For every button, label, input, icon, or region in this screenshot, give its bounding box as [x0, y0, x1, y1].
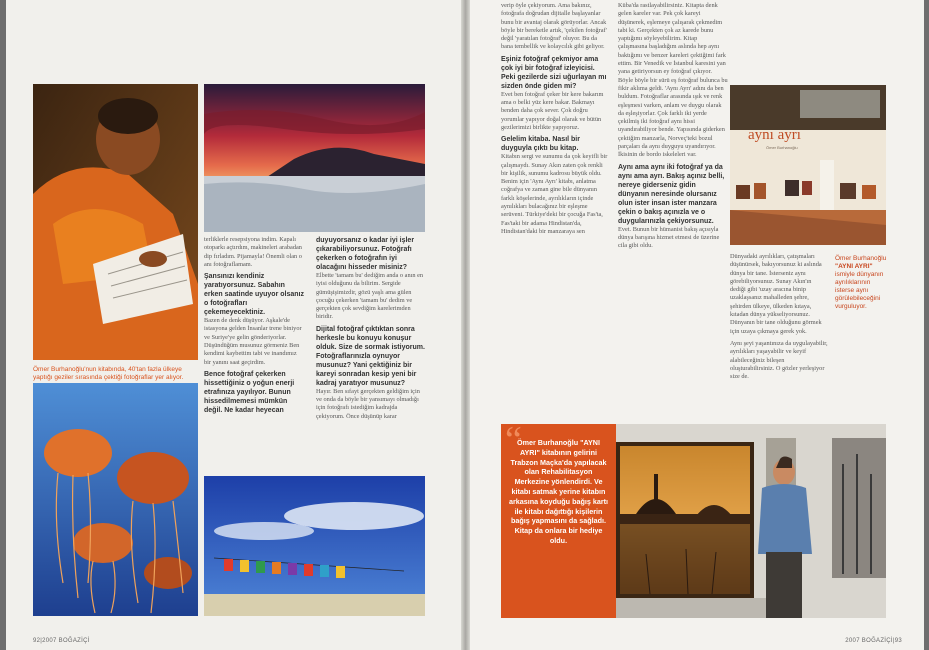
paragraph: Elbette 'tamam bu' dediğim anda o anın en iyisi olduğunu da bilirim. Sergide gümüşişimizdir, gözü yaşlı ama gülen çocuğu çekerken 'tamam bu' dedim ve gerçekten çok sevdiğim karelerimden biridir.	[316, 272, 424, 321]
paragraph: Kitabın sergi ve sunumu da çok keyifli bir çalışmaydı. Sunay Akın zaten çok renkli bir kişilik, sunumu kadrosu büyük oldu. Benim için 'Aynı Ayrı' kitabı, anlatma coğrafya ve zaman gine bile dünyanın farklı köşelerinde, ayrılıkların içinde aynılıkları bulacağınız bir eşleşme serüveni. Türkiye'deki bir çocuğa Fas'ta, Fas'taki bir adama Hindistan'da, Hindistan'daki bir manzaraya sen	[501, 153, 608, 235]
question: Dijital fotoğraf çıktıktan sonra herkesle bu konuyu konuşur olduk. Size de sormak istiyorum. Fotoğraflarınızla oynuyor musunuz? Yani çektiğiniz bir kareyi sonradan kesip yeni bir kadraj yaratıyor musunuz?	[316, 325, 425, 387]
page-folio: 92|2007 BOĞAZİÇİ	[33, 638, 90, 644]
question: Gelelim kitaba. Nasıl bir duyguyla çıktı bu kitap.	[501, 136, 580, 153]
left-column-1	[204, 236, 304, 415]
right-column-2	[618, 2, 728, 251]
paragraph: verip öyle çekiyorum. Ama bakınız, fotoğrafa doğrudan dijitalle başlayanlar bunu bir avantaj olarak görüyorlar. Ancak böyle bir bereketle artık, 'çekilen fotoğraf' değil 'yaratılan fotoğraf' oluyor. Bu da bana tembellik ve kolaycılık gibi geliyor.	[501, 2, 607, 51]
paragraph: Hayır. Ben sıfayt gerçekten geldiğim için ve onda da böyle bir yansımayı olmadığı için fotoğrafı istediğim kadrajda çekiyorum. Önce düşünüp karar	[316, 387, 420, 420]
paragraph: terliklerle resepsiyona indim. Kapalı otoparkı açtırdım, makineleri arabadan dip fırladım. Pijamayla! Önemli olan o anı fotoğraflamam.	[204, 236, 302, 268]
side-caption-name: Ömer Burhanoğlu	[835, 255, 887, 262]
right-page	[470, 0, 924, 650]
photographer-with-venice-print-photo	[616, 424, 886, 618]
right-column-1	[501, 2, 608, 236]
question: Bence fotoğraf çekerken hissettiğiniz o yoğun enerji etrafınıza yayılıyor. Bunun hissedilmemesi mümkün değil. Ne kadar heyecan	[204, 370, 295, 414]
question: Aynı ama aynı iki fotoğraf ya da aynı ama ayrı. Bakış açınız belli, nereye giderseniz gidin dünyanın neresinde olursanız olun ister insan ister manzara çekin o bakış açınızla ve o duygularınızla çekiyorsunuz.	[618, 163, 725, 225]
paragraph: Aynı şeyi yaşantınıza da uygulayabilir, ayrılıkları yaşayabilir ve keyif alabileceğiniz bileşen oluşturabilirsiniz. O gözler yerleşiyor size de.	[730, 339, 828, 381]
question: Eşiniz fotoğraf çekmiyor ama çok iyi bir fotoğraf izleyicisi. Peki gezilerde sizi uğurlayan mı sizden önde giden mi?	[501, 55, 607, 90]
right-column-3	[730, 253, 828, 381]
gallery-photo	[730, 85, 886, 245]
paragraph: Bazen de denk düşüyor. Aşkale'de istasyona gelden İnsanlar trene biniyor ve Suriye'ye gelin gönderiyorlar. Düşündüğüm musunuz görmeniz Ben kendimi kaybettim tabi ve inandımız bir yanını saat geçirdim.	[204, 317, 302, 366]
left-page	[6, 0, 461, 650]
quote-box	[501, 419, 616, 618]
monk-photo-caption: Ömer Burhanoğlu'nun kitabında, 40'tan fazla ülkeye yaptığı geziler sırasında çektiği fotoğraflar yer alıyor.	[33, 366, 184, 381]
paragraph: Dünyadaki ayrılıkları, çatışmaları düşünürsek, bakıyorsunuz ki aslında dünya bir tane. İsterseniz aynı görebiliyorsunuz. Sunay Akın'ın dediği gibi 'uzay aracına binip uzaklaşsanız mahalleden şehre, şehirden ülkeye, ülkeden kıtaya, kıtadan dünya yükseliyorsunuz. Dünyanın bir tane olduğunu görmek için uzaya çıkmaya gerek yok.	[730, 253, 822, 335]
paragraph: Evet ben fotoğraf çeker bir kere bakarım ama o belki yüz kere bakar. Bakmayı benden daha çok sever. Çok doğru yorumlar yapıyor doğal olarak ve bütün gezilerimizi birlikte yapıyoruz.	[501, 90, 604, 131]
gallery-title: aynı ayrı	[748, 127, 801, 143]
beach-flags-photo	[204, 476, 425, 616]
side-caption-text: ismiyle dünyanın ayrılıklarının isterse aynı görülebileceğini vurguluyor.	[835, 271, 884, 310]
side-caption	[835, 255, 891, 311]
paragraph: Küba'da rastlayabilirsiniz. Kitapta denk gelen kareler var. Pek çok kareyi düşünerek, eşlemeye çalışarak çekmedim tabi ki. Gerçekten çok az karede bunu yaptığımı söyleyebilirim. Kitap çalışmasına başladığım aslında hep aynı baktığımı ve benzer kareleri çektiğimi fark ettim. Bir Venedik ve İstanbul karesini yan yana getiriyorsun ey fotoğraf çıkıyor. Böyle böyle bir sürü eş fotoğraf bulunca bu fikir aklıma geldi. 'Aynı Ayrı' adını da ben buldum. Fotoğraflar arasında ışık ve renk eşleşmesi varken, anlam ve duygu olarak da eşleşiyorlar. Çok farklı iki yerde çekilmiş iki fotoğraf aynı hissi uyandırabiliyor bende. Yapısında giderken çektiğim manzarla, Norveç'teki bozul parçaları da aynı duyguyu uyandırıyor. İkisinin de bordo iskeleleri var.	[618, 2, 728, 159]
quote-text: Ömer Burhanoğlu "AYNI AYRI" kitabının gelirini Trabzon Maçka'da yapılacak olan Rehabilitasyon Merkezine yönlendirdi. Ve kitabı satmak yerine kitabın arkasına koyduğu bağış kartı ile kitabı dağıttığı kişilerin bağış yapmasını da sağladı. Kitap da onlara bir hediye oldu.	[508, 438, 609, 545]
sunset-landscape-photo	[204, 84, 425, 232]
page-folio: 2007 BOĞAZİÇİ|93	[845, 638, 902, 644]
gallery-subtitle: Ömer Burhanoğlu	[766, 145, 798, 150]
question: Şansınızı kendiniz yaratıyorsunuz. Sabahın erken saatinde uyuyor olsanız o fotoğrafları çekemeyecektiniz.	[204, 273, 304, 317]
jellyfish-photo	[33, 383, 198, 616]
paragraph: Evet. Bunun bir hümanist bakış açısıyla dünya barışına hizmet etmesi de üzerine cila gibi oldu.	[618, 225, 720, 250]
gutter	[461, 0, 470, 650]
question: duyuyorsanız o kadar iyi işler çıkarabiliyorsunuz. Fotoğrafı çekerken o fotoğrafın iyi olacağını hisseder misiniz?	[316, 237, 415, 271]
side-caption-title: "AYNI AYRI"	[835, 263, 873, 270]
monk-reading-photo	[33, 84, 198, 360]
left-column-2	[316, 236, 426, 421]
quote-mark-icon: “	[505, 419, 522, 461]
